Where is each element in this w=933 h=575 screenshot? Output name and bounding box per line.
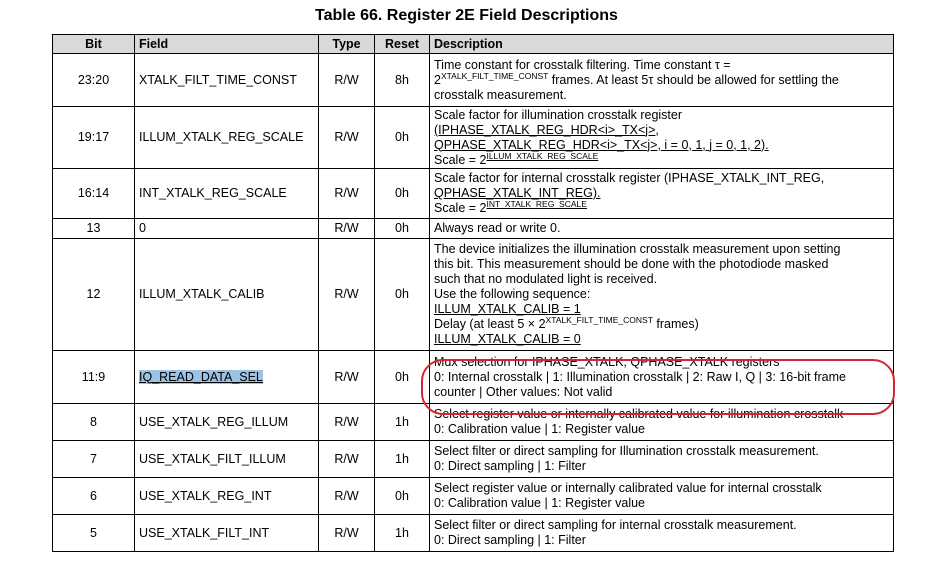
field-cell: INT_XTALK_REG_SCALE [135,169,319,219]
field-cell: USE_XTALK_FILT_INT [135,515,319,552]
type-cell: R/W [319,478,375,515]
reset-cell: 0h [375,219,430,239]
table-row [53,478,894,515]
description-line: Always read or write 0. [434,221,561,235]
description-line: (IPHASE_XTALK_REG_HDR<i>_TX<j>, [434,122,659,137]
reset-cell: 1h [375,515,430,552]
description-line: Select filter or direct sampling for internal crosstalk measurement. [434,518,797,532]
description-line: Select register value or internally calibrated value for illumination crosstalk [434,407,844,421]
description-line: $2^{XTALK\_FILT\_TIME\_CONST}$ frames. At least 5τ should be allowed for settling the [434,70,839,87]
table-row [53,219,894,239]
header-bit: Bit [53,35,135,54]
description-line: QPHASE_XTALK_INT_REG). [434,186,601,200]
table-row [53,351,894,404]
description-line: Select filter or direct sampling for Illumination crosstalk measurement. [434,444,819,458]
register-table [52,34,894,552]
description-cell [430,219,894,239]
header-type: Type [319,35,375,54]
table-row [53,169,894,219]
bit-cell: 7 [53,441,135,478]
header-reset: Reset [375,35,430,54]
bit-cell: 6 [53,478,135,515]
bit-cell: 11:9 [53,351,135,404]
description-cell [430,107,894,169]
header-field: Field [135,35,319,54]
table-row [53,107,894,169]
reset-cell: 0h [375,478,430,515]
type-cell: R/W [319,404,375,441]
bit-cell: 13 [53,219,135,239]
field-cell [135,351,319,404]
description-cell [430,54,894,107]
reset-cell: 1h [375,404,430,441]
description-line: Scale = $2^{ILLUM\_XTALK\_REG\_SCALE}$ [434,150,599,167]
field-cell: USE_XTALK_REG_INT [135,478,319,515]
bit-cell: 8 [53,404,135,441]
description-cell [430,515,894,552]
type-cell: R/W [319,515,375,552]
bit-cell: 19:17 [53,107,135,169]
description-cell [430,239,894,351]
type-cell: R/W [319,219,375,239]
description-line: 0: Direct sampling | 1: Filter [434,459,586,473]
reset-cell: 0h [375,239,430,351]
reset-cell: 0h [375,351,430,404]
type-cell: R/W [319,441,375,478]
reset-cell: 8h [375,54,430,107]
description-cell [430,404,894,441]
description-line: ILLUM_XTALK_CALIB = 0 [434,332,581,346]
field-cell: 0 [135,219,319,239]
type-cell: R/W [319,54,375,107]
description-line: Scale = $2^{INT\_XTALK\_REG\_SCALE}$ [434,199,587,215]
description-cell [430,441,894,478]
description-line: ILLUM_XTALK_CALIB = 1 [434,302,581,316]
table-row [53,54,894,107]
description-line: 0: Internal crosstalk | 1: Illumination crosstalk | 2: Raw I, Q | 3: 16-bit frame [434,369,846,384]
table-caption: Table 66. Register 2E Field Descriptions [315,7,618,24]
reset-cell: 0h [375,169,430,219]
table-row [53,239,894,351]
reset-cell: 1h [375,441,430,478]
description-line: such that no modulated light is received. [434,272,658,286]
bit-cell: 5 [53,515,135,552]
description-line: counter | Other values: Not valid [434,384,613,399]
description-line: Mux selection for IPHASE_XTALK, QPHASE_XTALK registers [434,354,780,369]
description-line: QPHASE_XTALK_REG_HDR<i>_TX<j>, i = 0, 1, j = 0, 1, 2). [434,137,769,152]
bit-cell: 16:14 [53,169,135,219]
bit-cell: 23:20 [53,54,135,107]
table-row [53,404,894,441]
bit-cell: 12 [53,239,135,351]
type-cell: R/W [319,107,375,169]
field-cell: XTALK_FILT_TIME_CONST [135,54,319,107]
description-cell [430,351,894,404]
description-line: 0: Calibration value | 1: Register value [434,496,645,510]
description-line: Delay (at least $5 \times 2^{XTALK\_FILT\_TIME\_CONST}$ frames) [434,315,699,331]
type-cell: R/W [319,351,375,404]
table-row [53,441,894,478]
description-line: 0: Direct sampling | 1: Filter [434,533,586,547]
description-line: crosstalk measurement. [434,87,567,102]
field-cell: USE_XTALK_FILT_ILLUM [135,441,319,478]
description-line: this bit. This measurement should be done with the photodiode masked [434,257,829,271]
description-line: Scale factor for internal crosstalk register (IPHASE_XTALK_INT_REG, [434,171,825,185]
description-line: 0: Calibration value | 1: Register value [434,422,645,436]
header-row [53,35,894,54]
type-cell: R/W [319,239,375,351]
field-cell: ILLUM_XTALK_REG_SCALE [135,107,319,169]
description-cell [430,169,894,219]
highlighted-field-name: IQ_READ_DATA_SEL [139,369,263,384]
field-cell: ILLUM_XTALK_CALIB [135,239,319,351]
description-line: Scale factor for illumination crosstalk register [434,107,683,122]
header-description: Description [430,35,894,54]
description-cell [430,478,894,515]
table-row [53,515,894,552]
description-line: The device initializes the illumination crosstalk measurement upon setting [434,242,841,256]
field-cell: USE_XTALK_REG_ILLUM [135,404,319,441]
description-line: Time constant for crosstalk filtering. Time constant τ = [434,57,731,72]
type-cell: R/W [319,169,375,219]
description-line: Select register value or internally calibrated value for internal crosstalk [434,481,822,495]
description-line: Use the following sequence: [434,287,591,301]
reset-cell: 0h [375,107,430,169]
